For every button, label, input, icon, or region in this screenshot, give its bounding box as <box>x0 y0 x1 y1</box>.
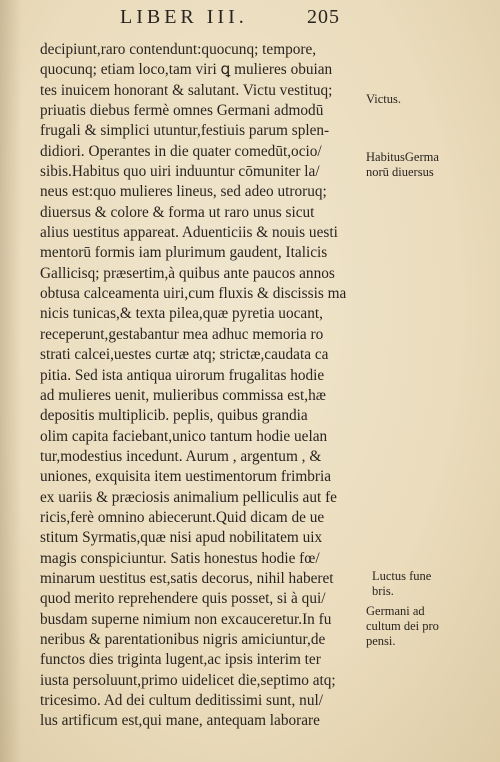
text-line: neribus & parentationibus nigris amiciuntur,de <box>40 630 326 648</box>
text-line: depositis multiplicib. peplis, quibus grandia <box>40 407 308 425</box>
text-line: receperunt,gestabantur mea adhuc memoria ro <box>40 325 324 343</box>
page-gutter-shadow <box>0 0 22 762</box>
text-line: neus est:quo mulieres lineus, sed adeo utroruq; <box>40 183 327 201</box>
text-line: pitia. Sed ista antiqua uirorum frugalitas hodie <box>40 366 325 384</box>
text-line: sibis.Habitus quo uiri induuntur cōmuniter la/ <box>40 163 320 181</box>
text-line: ad mulieres uenit, mulieribus commissa est,hæ <box>40 386 326 404</box>
text-line: uniones, exquisita item uestimentorum frimbria <box>40 468 332 486</box>
text-line: stitum Syrmatis,quæ nisi apud nobilitatem uix <box>40 529 323 547</box>
main-text-block <box>40 40 368 732</box>
text-line: priuatis diebus fermè omnes Germani admodū <box>40 102 324 120</box>
text-line: alius uestitus appareat. Aduenticiis & nouis uesti <box>40 224 338 242</box>
text-line: busdam superne nimium non excauceretur.In fu <box>40 610 332 628</box>
text-line: Gallicisq; præsertim,à quibus ante paucos annos <box>40 264 335 282</box>
marginal-note-line: pensi. <box>366 634 396 648</box>
text-line: nicis tunicas,& texta pilea,quæ pyretia uocant, <box>40 305 323 323</box>
text-line: obtusa calceamenta uiri,cum fluxis & discissis ma <box>40 285 347 303</box>
marginal-note-luctus <box>372 569 431 599</box>
text-line: tes inuicem honorant & salutant. Victu vestituq; <box>40 81 333 99</box>
marginal-note-line: bris. <box>372 584 394 598</box>
marginal-note-line: norū diuersus <box>366 165 434 179</box>
text-line: iusta persoluunt,primo uidelicet die,septimo atq; <box>40 671 336 689</box>
marginal-note-line: Luctus fune <box>372 569 432 583</box>
marginal-note-line: Germani ad <box>366 604 425 618</box>
text-line: quod merito reprehendere quis posset, si à qui/ <box>40 590 326 608</box>
text-line: mentorū formis iam plurimum gaudent, Italicis <box>40 244 328 262</box>
text-line: magis conspiciuntur. Satis honestus hodie fœ/ <box>40 549 320 567</box>
text-line: diuersus & colore & forma ut raro unus sicut <box>40 203 315 221</box>
text-line: ex uariis & præciosis animalium pelliculis aut fe <box>40 488 337 506</box>
marginal-note-line: HabitusGerma <box>366 150 439 164</box>
text-line: olim capita faciebant,unico tantum hodie uelan <box>40 427 328 445</box>
text-line: decipiunt,raro contendunt:quocunq; tempore, <box>40 41 317 58</box>
marginal-note-germani <box>366 604 439 649</box>
text-line: didiori. Operantes in die quater comedūt,ocio/ <box>40 142 322 160</box>
text-line: minarum uestitus est,satis decorus, nihil haberet <box>40 569 334 587</box>
text-line: tur,modestius incedunt. Aurum , argentum , & <box>40 447 322 465</box>
folio-number: 205 <box>307 6 340 28</box>
page-header <box>0 6 500 32</box>
marginal-note-victus <box>366 92 401 107</box>
marginal-note-line: Victus. <box>366 92 402 106</box>
text-line: strati calcei,uestes curtæ atq; strictæ,caudata ca <box>40 346 329 364</box>
text-line: frugali & simplici utuntur,festiuis parum splen- <box>40 122 330 140</box>
running-title: LIBER III. <box>120 6 248 28</box>
text-line: ricis,ferè omnino abiecerunt.Quid dicam de ue <box>40 508 325 526</box>
text-line: functos dies triginta lugent,ac ipsis interim ter <box>40 651 321 669</box>
text-line: tricesimo. Ad dei cultum deditissimi sunt, nul/ <box>40 692 323 709</box>
text-line: quocunq; etiam loco,tam viri ꝗ mulieres obuian <box>40 61 333 79</box>
text-line: lus artificum est,qui mane, antequam laborare <box>40 712 320 730</box>
marginal-note-habitus <box>366 150 439 180</box>
marginal-note-line: cultum dei pro <box>366 619 439 633</box>
